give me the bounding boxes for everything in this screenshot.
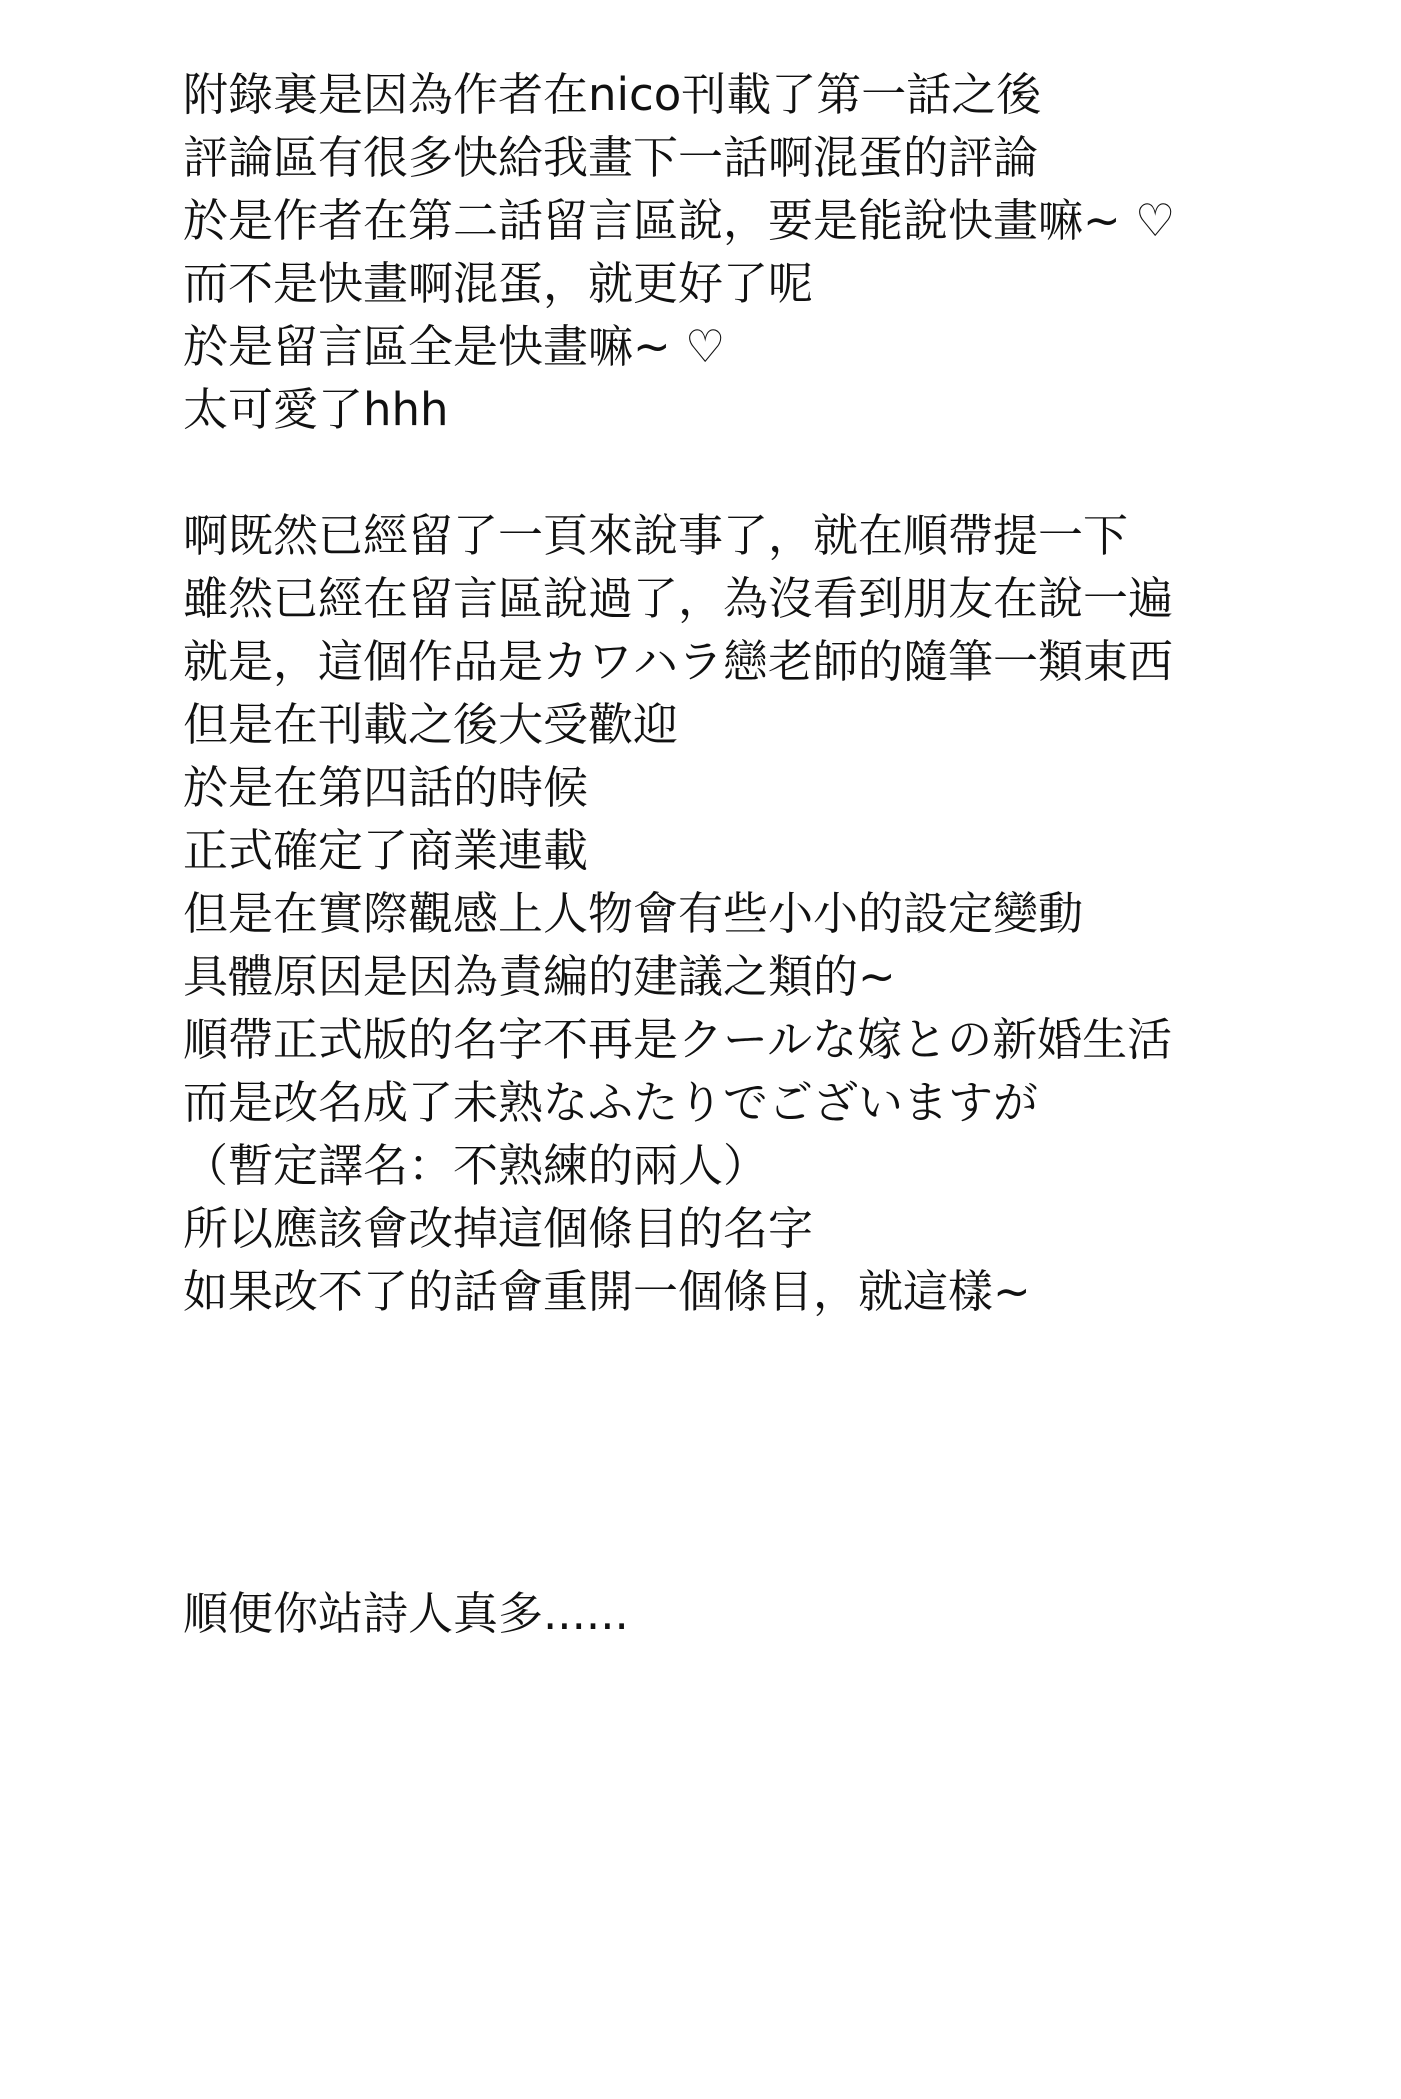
text-line: 具體原因是因為責編的建議之類的~ [183, 950, 896, 1003]
text-line: 附錄裏是因為作者在nico刊載了第一話之後 [183, 68, 1042, 121]
text-line: 而是改名成了未熟なふたりでございますが [183, 1076, 1039, 1129]
text-line: （暫定譯名：不熟練的兩人） [183, 1139, 769, 1192]
text-line: 就是，這個作品是カワハラ戀老師的隨筆一類東西 [183, 635, 1174, 688]
text-line: 太可愛了hhh [183, 383, 449, 436]
text-line: 正式確定了商業連載 [183, 824, 589, 877]
text-line: 於是在第四話的時候 [183, 761, 589, 814]
paragraph-closing-remark [183, 1582, 1363, 1645]
text-line: 如果改不了的話會重開一個條目，就這樣~ [183, 1265, 1031, 1318]
text-line: 啊既然已經留了一頁來說事了，就在順帶提一下 [183, 509, 1129, 562]
text-line: 而不是快畫啊混蛋，就更好了呢 [183, 257, 814, 310]
text-line: 但是在實際觀感上人物會有些小小的設定變動 [183, 887, 1084, 940]
paragraph-serialization-note [183, 504, 1363, 1323]
text-line: 但是在刊載之後大受歡迎 [183, 698, 679, 751]
paragraph-appendix-note [183, 63, 1363, 441]
text-line: 順帶正式版的名字不再是クールな嫁との新婚生活 [183, 1013, 1173, 1066]
text-line: 所以應該會改掉這個條目的名字 [183, 1202, 814, 1255]
text-line: 於是留言區全是快畫嘛~ ♡ [183, 320, 726, 373]
text-line: 順便你站詩人真多...... [183, 1587, 629, 1640]
text-line: 雖然已經在留言區說過了，為沒看到朋友在說一遍 [183, 572, 1174, 625]
text-line: 評論區有很多快給我畫下一話啊混蛋的評論 [183, 131, 1039, 184]
text-line: 於是作者在第二話留言區說，要是能說快畫嘛~ ♡ [183, 194, 1176, 247]
